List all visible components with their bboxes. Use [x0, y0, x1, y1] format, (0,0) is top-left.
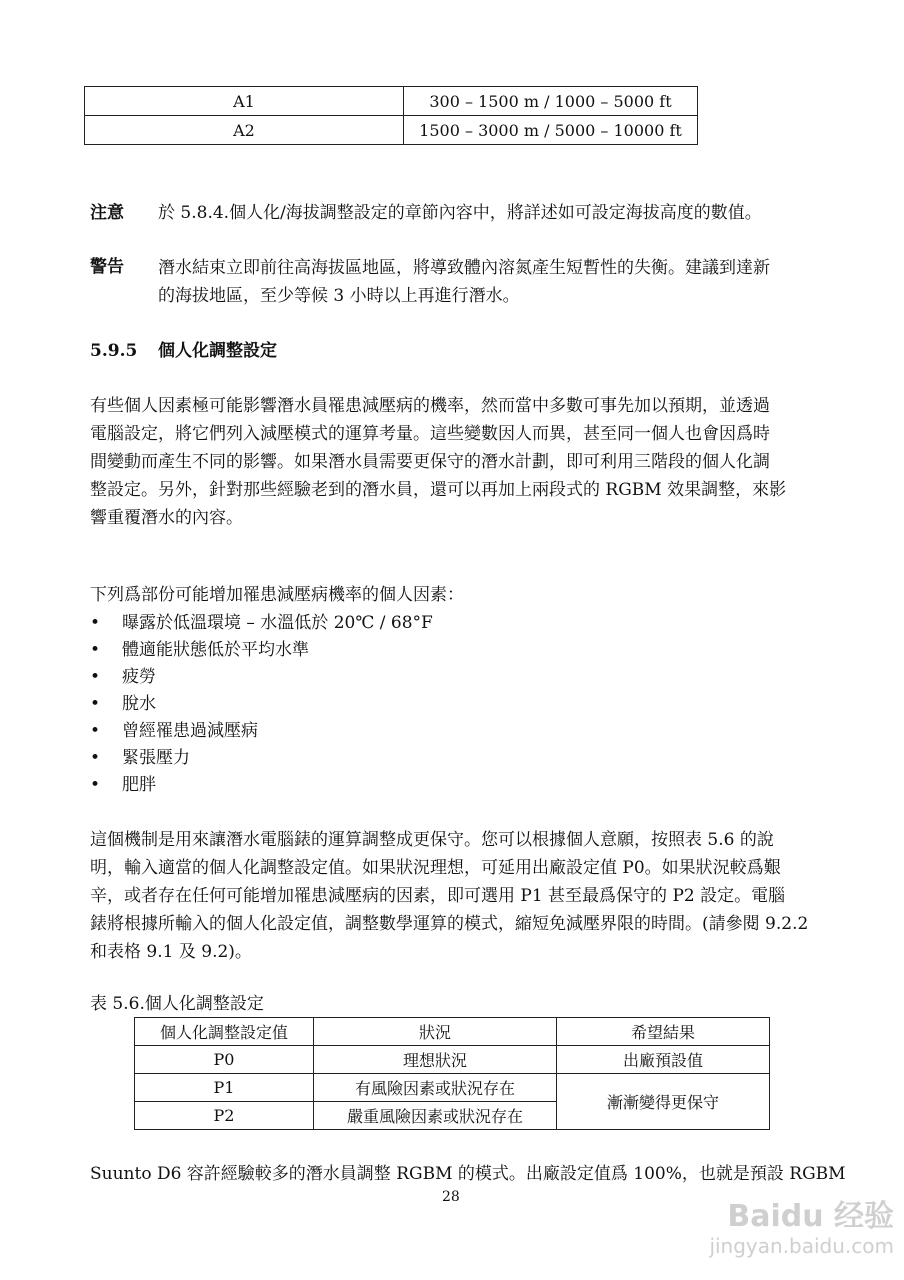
watermark-brand: Baidu 经验	[727, 1199, 894, 1234]
table-row	[85, 87, 698, 116]
list-item	[90, 691, 156, 717]
paragraph-line: 錶將根據所輸入的個人化設定值，調整數學運算的模式，縮短免減壓界限的時間。(請參閱 9.2.2	[90, 914, 809, 934]
bullet-icon: •	[90, 694, 101, 714]
list-item-text: 曾經罹患過減壓病	[122, 721, 258, 741]
bullet-icon: •	[90, 775, 101, 795]
column-header: 狀況	[314, 1018, 557, 1046]
paragraph-line: 和表格 9.1 及 9.2)。	[90, 942, 252, 962]
paragraph-line: 這個機制是用來讓潛水電腦錶的運算調整成更保守。您可以根據個人意願，按照表 5.6 的說	[90, 830, 774, 850]
paragraph-line: 明，輸入適當的個人化調整設定值。如果狀況理想，可延用出廠設定值 P0。如果狀況較爲艱	[90, 858, 781, 878]
paragraph-line: 整設定。另外，針對那些經驗老到的潛水員，還可以再加上兩段式的 RGBM 效果調整，來影	[90, 480, 787, 500]
note-label	[90, 200, 124, 226]
watermark	[709, 1200, 894, 1258]
paragraph-line: 電腦設定，將它們列入減壓模式的運算考量。這些變數因人而異，甚至同一個人也會因爲時	[90, 424, 770, 444]
list-item	[90, 718, 258, 744]
altitude-range-cell: 300 – 1500 m / 1000 – 5000 ft	[404, 87, 698, 116]
table-row	[85, 116, 698, 145]
condition-cell: 嚴重風險因素或狀況存在	[314, 1102, 557, 1130]
warning-line: 潛水結束立即前往高海拔區地區，將導致體內溶氮產生短暫性的失衡。建議到達新	[158, 258, 770, 278]
bullet-icon: •	[90, 721, 101, 741]
list-item-text: 緊張壓力	[122, 748, 190, 768]
table-row	[135, 1074, 770, 1102]
list-item-text: 肥胖	[122, 775, 156, 795]
section-title: 個人化調整設定	[158, 341, 277, 361]
list-item-text: 體適能狀態低於平均水準	[122, 640, 309, 660]
paragraph	[90, 392, 786, 532]
bullet-icon: •	[90, 748, 101, 768]
condition-cell: 理想狀況	[314, 1046, 557, 1074]
paragraph-line: 有些個人因素極可能影響潛水員罹患減壓病的機率，然而當中多數可事先加以預期，並透過	[90, 396, 770, 416]
settings-table	[134, 1017, 770, 1130]
list-item	[90, 664, 156, 690]
column-header: 希望結果	[557, 1018, 770, 1046]
paragraph	[90, 826, 808, 966]
list-item	[90, 610, 433, 636]
altitude-mode-cell: A2	[85, 116, 404, 145]
setting-cell: P0	[135, 1046, 314, 1074]
paragraph-line: 辛，或者存在任何可能增加罹患減壓病的因素，即可選用 P1 甚至最爲保守的 P2 設定。電腦	[90, 886, 786, 906]
list-item	[90, 772, 156, 798]
setting-cell: P2	[135, 1102, 314, 1130]
list-item	[90, 745, 190, 771]
warning-line: 的海拔地區，至少等候 3 小時以上再進行潛水。	[158, 286, 520, 306]
altitude-range-cell: 1500 – 3000 m / 5000 – 10000 ft	[404, 116, 698, 145]
bullet-icon: •	[90, 613, 101, 633]
paragraph-line: 響重覆潛水的內容。	[90, 508, 243, 528]
result-cell: 出廠預設值	[557, 1046, 770, 1074]
factors-intro: 下列爲部份可能增加罹患減壓病機率的個人因素：	[90, 585, 464, 605]
bullet-icon: •	[90, 667, 101, 687]
warning-text	[158, 254, 770, 310]
bullet-icon: •	[90, 640, 101, 660]
list-item-text: 脫水	[122, 694, 156, 714]
watermark-url: jingyan.baidu.com	[709, 1234, 894, 1258]
table-row	[135, 1046, 770, 1074]
page-number: 28	[442, 1189, 460, 1205]
setting-cell: P1	[135, 1074, 314, 1102]
paragraph-line: 間變動而產生不同的影響。如果潛水員需要更保守的潛水計劃，即可利用三階段的個人化調	[90, 452, 770, 472]
altitude-mode-cell: A1	[85, 87, 404, 116]
list-item	[90, 637, 309, 663]
section-number: 5.9.5	[90, 341, 138, 361]
column-header: 個人化調整設定值	[135, 1018, 314, 1046]
note-text: 於 5.8.4.個人化/海拔調整設定的章節內容中，將詳述如可設定海拔高度的數值。	[158, 203, 762, 223]
condition-cell: 有風險因素或狀況存在	[314, 1074, 557, 1102]
note-label-text: 注意	[90, 203, 124, 223]
result-cell: 漸漸變得更保守	[557, 1074, 770, 1130]
warning-label: 警告	[90, 257, 124, 277]
continuation-text: Suunto D6 容許經驗較多的潛水員調整 RGBM 的模式。出廠設定值爲 100%，也就是預設 RGBM	[90, 1164, 846, 1184]
list-item-text: 曝露於低溫環境 – 水溫低於 20℃ / 68°F	[122, 613, 433, 633]
table-caption: 表 5.6.個人化調整設定	[90, 994, 264, 1014]
altitude-table	[84, 86, 698, 145]
list-item-text: 疲勞	[122, 667, 156, 687]
table-header-row	[135, 1018, 770, 1046]
